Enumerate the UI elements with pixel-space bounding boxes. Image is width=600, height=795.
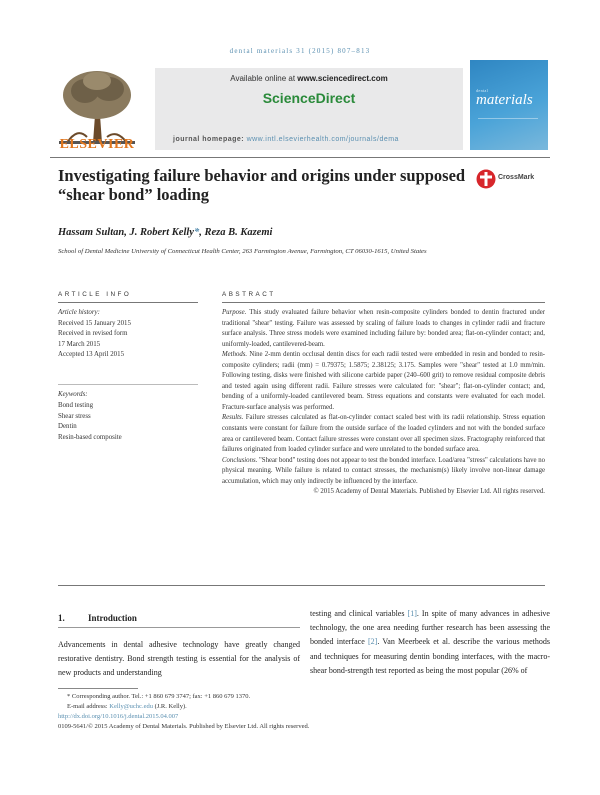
keyword-item: Bond testing <box>58 401 94 409</box>
homepage-label: journal homepage: <box>173 136 247 143</box>
article-info-rule <box>58 302 198 303</box>
article-info-heading: ARTICLE INFO <box>58 291 132 298</box>
crossmark-badge[interactable] <box>476 169 546 191</box>
email-label: E-mail address: <box>67 703 110 710</box>
keyword-item: Dentin <box>58 423 77 431</box>
cover-title: materials <box>476 92 533 108</box>
elsevier-wordmark: ELSEVIER <box>59 137 135 152</box>
footnotes <box>58 692 528 732</box>
intro-text: . In spite of many advances in adhesive technology, the one area needing further research has been assessing the bonded interface <box>310 609 550 647</box>
article-history <box>58 308 198 361</box>
citation-link[interactable]: [1] <box>407 609 417 618</box>
issn-copyright: 0109-5641/© 2015 Academy of Dental Materials. Published by Elsevier Ltd. All rights reserved. <box>58 723 310 730</box>
journal-homepage <box>173 136 399 143</box>
history-line: 17 March 2015 <box>58 340 101 348</box>
history-line: Accepted 13 April 2015 <box>58 351 125 358</box>
section-heading <box>58 613 137 623</box>
section-rule <box>58 627 300 628</box>
history-line: Received 15 January 2015 <box>58 319 131 327</box>
email-note <box>58 702 528 712</box>
abstract-body <box>222 308 545 498</box>
results-text: Failure stresses calculated as flat-on-cylinder contact scaled best with its radii relationship. Stress equation constants were constant for failure from the outside surface of the loaded cylinders and not with the bonded surface area or cantilevered beam. Contact failure stresses were constant over all specimen sizes. Fractography reinforced that failures originated from loaded cylinder surface and were unrelated to the bonded surface area. <box>222 414 545 454</box>
author-2: J. Robert Kelly <box>129 227 194 238</box>
journal-reference: dental materials 31 (2015) 807–813 <box>229 47 371 55</box>
intro-paragraph-continued <box>310 607 550 678</box>
conclusions-label: Conclusions. <box>222 456 258 464</box>
corresponding-mark[interactable]: * <box>193 227 200 238</box>
header-divider <box>50 157 550 158</box>
citation-link[interactable]: [2] <box>367 637 378 647</box>
affiliation: School of Dental Medicine University of Connecticut Health Center, 263 Farmington Avenue, Farmington, CT 06030-1615, United States <box>58 248 427 255</box>
intro-text: . Van Meerbeek et al. describe the various methods and techniques for measuring dentin bonding interfaces, with the macro-shear bond-strength test reported as being the most popular (26% of <box>310 637 550 675</box>
purpose-text: This study evaluated failure behavior when resin-composite cylinders bonded to dentin fractured under traditional "shear" testing. Failure was assessed by scaling of failure loads to changes in cylinder radii and fracture surface analysis. Three stress models were examined including failure by: bonded area; flat-on-cylinder contact; and, uniformly-loaded, cantilevered-beam. <box>222 309 545 348</box>
crossmark-label: CrossMark <box>498 174 535 181</box>
section-title: Introduction <box>88 613 137 623</box>
article-title: Investigating failure behavior and origins under supposed “shear bond” loading <box>58 166 466 204</box>
methods-label: Methods. <box>222 351 248 359</box>
homepage-link[interactable]: www.intl.elsevierhealth.com/journals/dema <box>246 136 399 143</box>
sciencedirect-url[interactable]: www.sciencedirect.com <box>297 74 388 83</box>
results-label: Results. <box>222 414 244 422</box>
intro-right-column <box>310 607 550 678</box>
available-prefix: Available online at <box>230 74 298 83</box>
keyword-item: Shear stress <box>58 412 91 420</box>
history-label: Article history: <box>58 309 100 316</box>
purpose-label: Purpose. <box>222 309 247 316</box>
keywords <box>58 390 198 444</box>
keyword-item: Resin-based composite <box>58 434 122 442</box>
keywords-rule <box>58 384 198 385</box>
abstract-rule <box>222 302 545 303</box>
abstract-bottom-rule <box>58 585 545 586</box>
corresponding-author-note: * Corresponding author. Tel.: +1 860 679 3747; fax: +1 860 679 1370. <box>67 693 251 700</box>
email-suffix: (J.R. Kelly). <box>152 703 187 710</box>
abstract-methods <box>222 350 545 413</box>
intro-left-column <box>58 638 300 681</box>
history-line: Received in revised form <box>58 330 128 337</box>
author-3: , Reza B. Kazemi <box>199 227 273 238</box>
keywords-label: Keywords: <box>58 391 88 398</box>
doi-link[interactable]: http://dx.doi.org/10.1016/j.dental.2015.04.007 <box>58 713 179 720</box>
abstract-heading: ABSTRACT <box>222 291 276 298</box>
abstract-results <box>222 413 545 455</box>
section-number: 1. <box>58 613 65 623</box>
methods-text: Nine 2-mm dentin occlusal dentin discs for each radii tested were embedded in resin and bonded to resin-composite cylinders; radii (mm) = 0.79375; 1.5875; 2.38125; 3.175. Samples were "shear" tested at 1.0 mm/min. Following testing, disks were finished with silicone carbide paper (240–600 grit) to remove residual composite debris and tested again using different radii. Failure stresses were calculated for: "shear"; flat-on-cylinder contact; and, bending of a uniformly-loaded cantilevered beam. Stress equations and constants were evaluated for each model. Fracture-surface analysis was performed. <box>222 351 545 411</box>
journal-cover <box>470 60 548 150</box>
abstract-copyright: © 2015 Academy of Dental Materials. Published by Elsevier Ltd. All rights reserved. <box>313 488 545 496</box>
cover-decoration <box>478 118 538 141</box>
author-1: Hassam Sultan, <box>58 227 130 238</box>
author-list <box>58 227 272 238</box>
abstract-conclusions <box>222 456 545 488</box>
footnote-rule <box>58 688 138 689</box>
abstract-purpose <box>222 308 545 350</box>
available-online-line <box>155 74 463 83</box>
crossmark-icon <box>476 169 496 189</box>
intro-paragraph: Advancements in dental adhesive technology have greatly changed restorative dentistry. Bond strength testing is essential for the analysis of new products and understanding <box>58 640 300 678</box>
intro-text: testing and clinical variables <box>310 609 408 618</box>
cover-subtitle: dental <box>476 88 489 93</box>
journal-header-box <box>155 68 463 150</box>
email-link[interactable]: Kelly@uchc.edu <box>109 703 153 710</box>
sciencedirect-logo: ScienceDirect <box>262 90 356 106</box>
conclusions-text: "Shear bond" testing does not appear to test the bonded interface. Load/area "stress" calculations have no physical meaning. While failure is related to contact stresses, the mechanism(s) likely involve non-linear damage accumulation, which may only indirectly be influenced by the interface. <box>222 456 545 485</box>
